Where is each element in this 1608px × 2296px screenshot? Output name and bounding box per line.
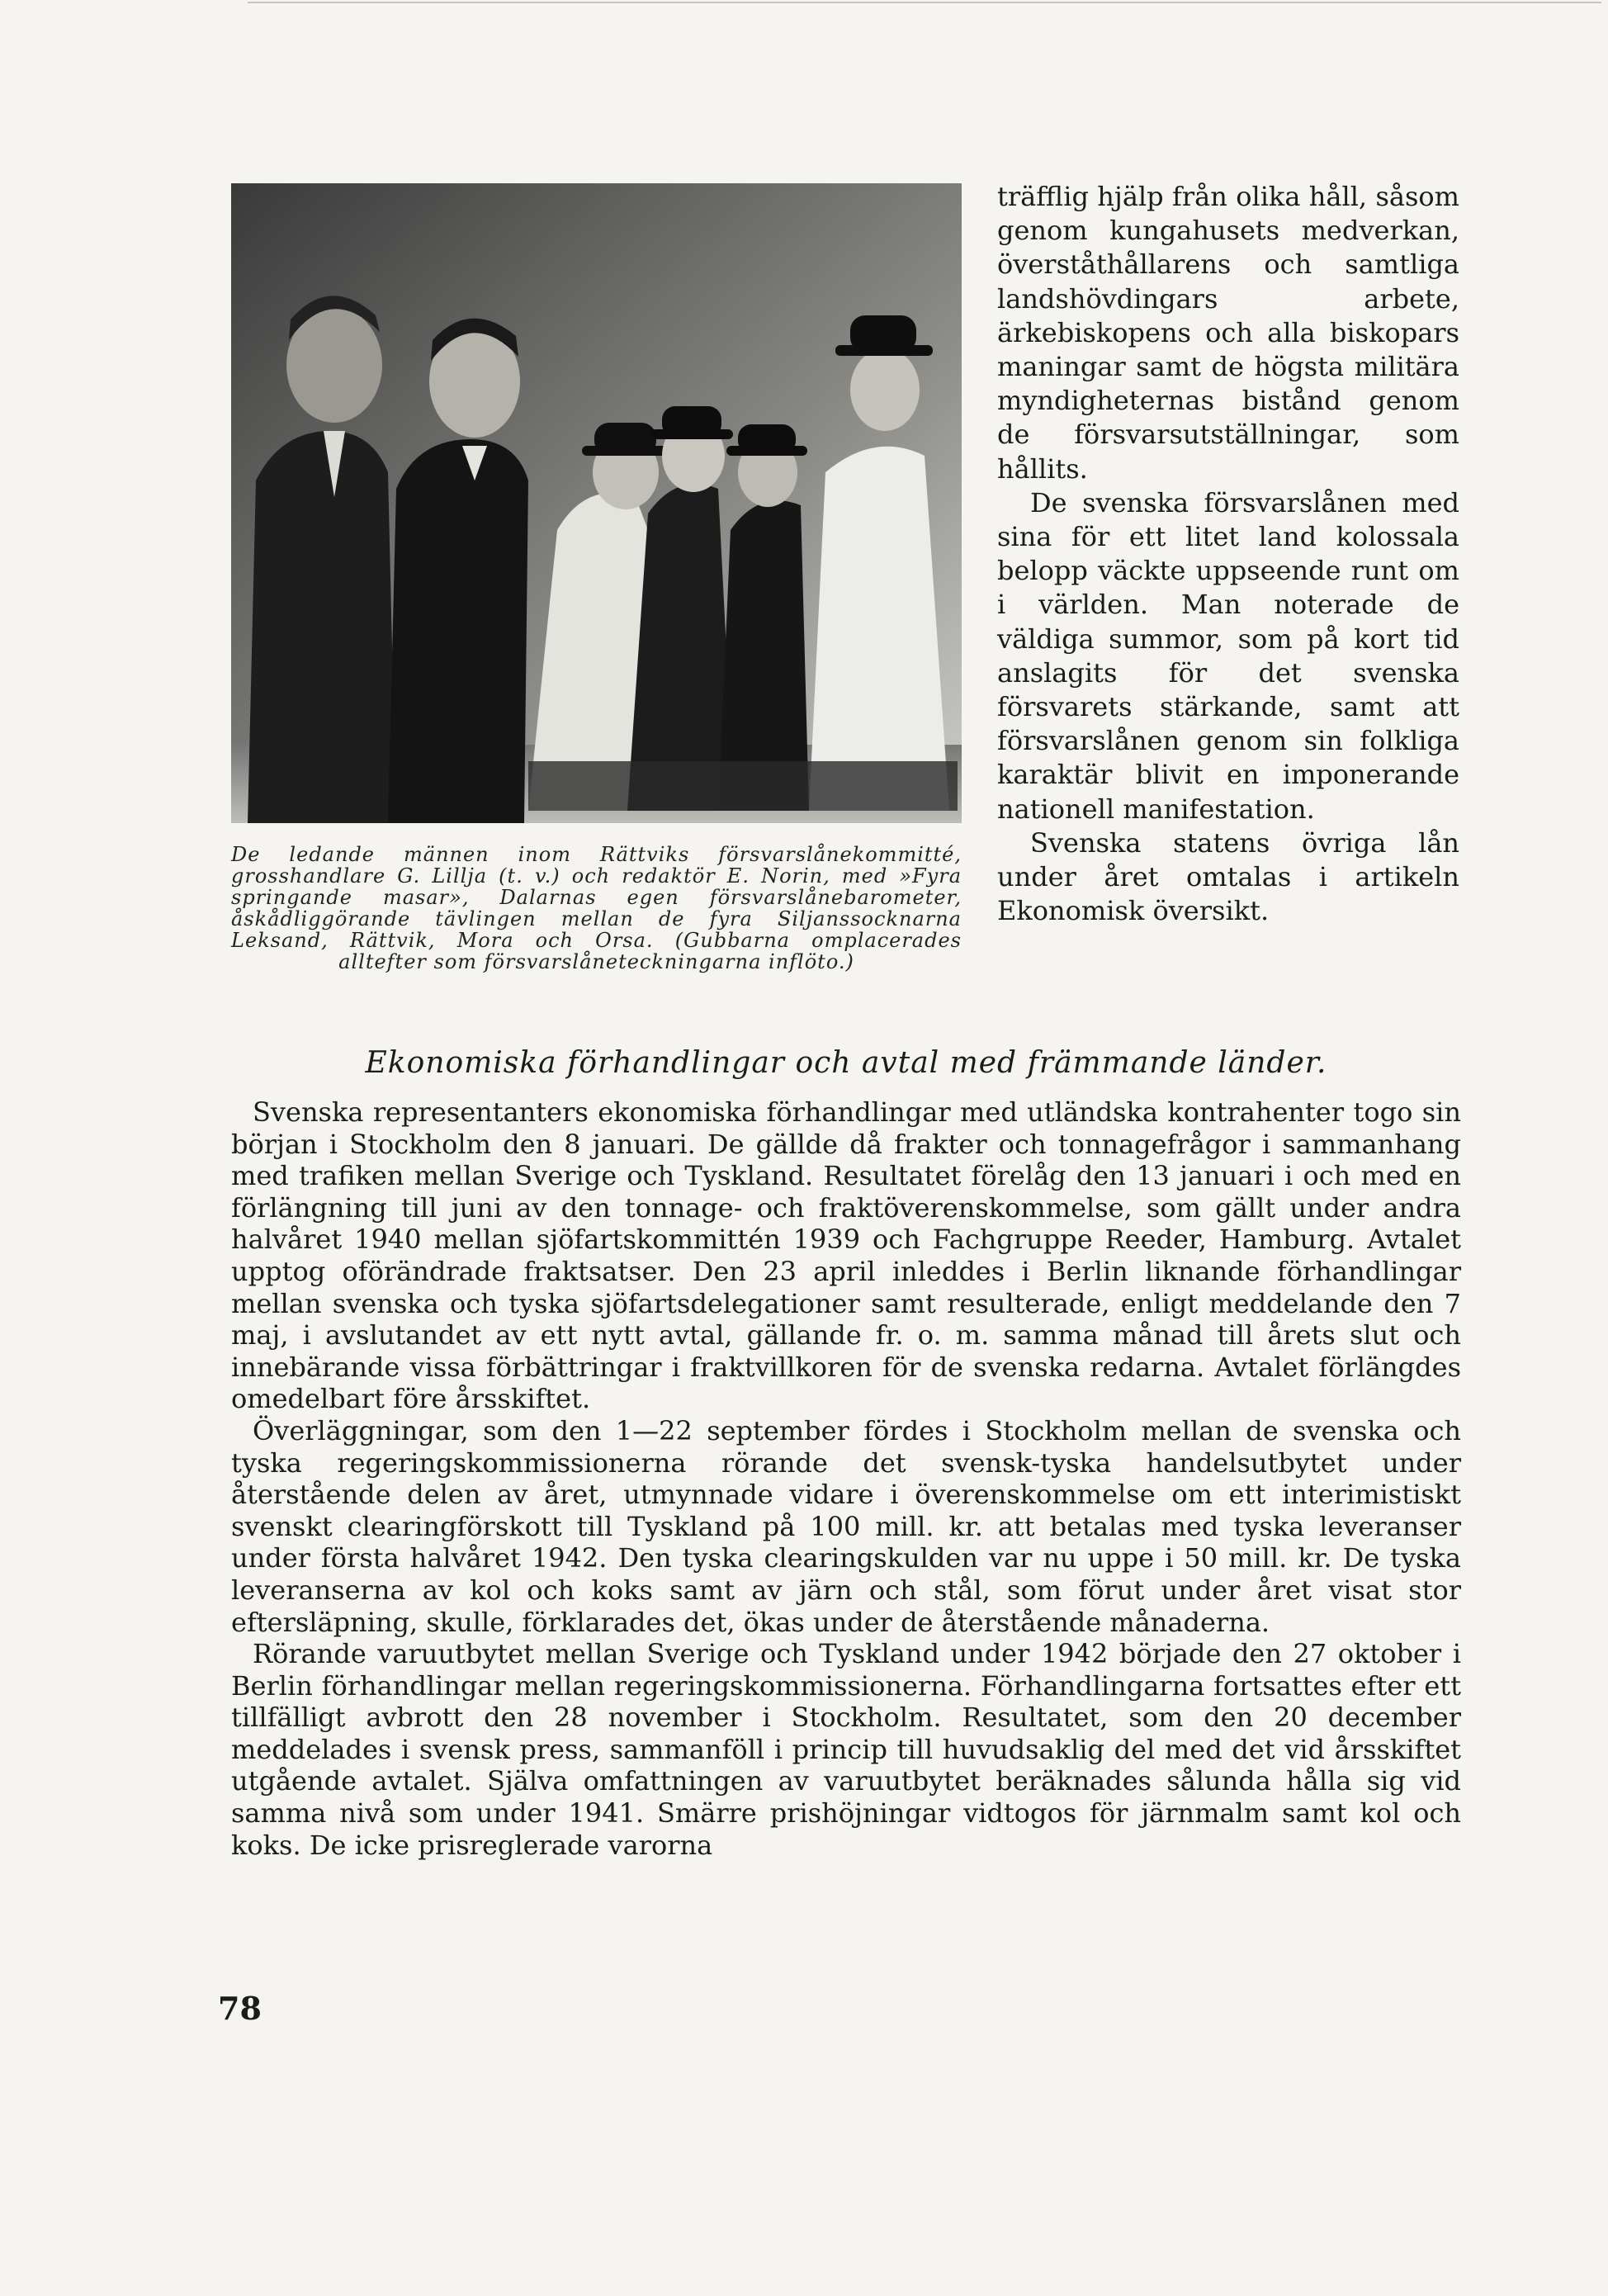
main-body-text [231,1096,1461,1861]
photograph-illustration [231,183,962,823]
photograph [231,183,962,823]
right-paragraph-1: träfflig hjälp från olika håll, såsom genom kungahusets medverkan, överståthållarens och samtliga landshövdingars arbete, ärkebiskopens och alla biskopars maningar samt de högsta militära myndigheternas bistånd genom de försvarsutställningar, som hållits. [997,181,1459,485]
section-heading: Ekonomiska förhandlingar och avtal med främmande länder. [365,1046,1327,1080]
right-paragraph-2: De svenska försvarslånen med sina för ett litet land kolossala belopp väckte uppseende runt om i världen. Man noterade de väldiga summor, som på kort tid anslagits för det svenska försvarets stärkande, samt att försvarslånen genom sin folkliga karaktär blivit en imponerande nationell manifestation. [997,486,1459,825]
body-paragraph-2: Överläggningar, som den 1—22 september fördes i Stockholm mellan de svenska och tyska regeringskommissionerna rörande det svensk-tyska handelsutbytet under återstående delen av året, utmynnade vidare i överenskommelse om ett interimistiskt svenskt clearingförskott till Tyskland på 100 mill. kr. att betalas med tyska leveranser under första halvåret 1942. Den tyska clearingskulden var nu uppe i 50 mill. kr. De tyska leveranserna av kol och koks samt av järn och stål, som förut under året visat stor eftersläpning, skulle, förklarades det, ökas under de återstående månaderna. [231,1414,1461,1638]
top-edge-rule [248,2,1601,3]
photo-caption: De ledande männen inom Rättviks försvarslånekommitté, grosshandlare G. Lillja (t. v.) och redaktör E. Norin, med »Fyra springande masar», Dalarnas egen försvarslånebarometer, åskådliggörande tävlingen mellan de fyra Siljanssocknarna Leksand, Rättvik, Mora och Orsa. (Gubbarna omplacerades alltefter som försvarslåneteckningarna inflöto.) [231,843,962,973]
body-paragraph-3: Rörande varuutbytet mellan Sverige och Tyskland under 1942 började den 27 oktober i Berlin förhandlingar mellan regeringskommissionerna. Förhandlingarna fortsattes efter ett tillfälligt avbrott den 28 november i Stockholm. Resultatet, som den 20 december meddelades i svensk press, sammanföll i princip till huvudsaklig del med det vid årsskiftet utgående avtalet. Själva omfattningen av varuutbytet beräknades sålunda hålla sig vid samma nivå som under 1941. Smärre prishöjningar vidtogos för järnmalm samt kol och koks. De icke prisreglerade varorna [231,1638,1461,1861]
right-paragraph-3: Svenska statens övriga lån under året omtalas i artikeln Ekonomisk översikt. [997,826,1459,927]
page-number: 78 [218,1990,262,2027]
right-column-text [997,180,1459,928]
body-paragraph-1: Svenska representanters ekonomiska förhandlingar med utländska kontrahenter togo sin början i Stockholm den 8 januari. De gällde då frakter och tonnagefrågor i sammanhang med trafiken mellan Sverige och Tyskland. Resultatet förelåg den 13 januari i och med en förlängning till juni av den tonnage- och fraktöverenskommelse, som gällt under andra halvåret 1940 mellan sjöfartskommittén 1939 och Fachgruppe Reeder, Hamburg. Avtalet upptog oförändrade fraktsatser. Den 23 april inleddes i Berlin liknande förhandlingar mellan svenska och tyska sjöfartsdelegationer samt resulterade, enligt meddelande den 7 maj, i avslutandet av ett nytt avtal, gällande fr. o. m. samma månad till årets slut och innebärande vissa förbättringar i fraktvillkoren för de svenska redarna. Avtalet förlängdes omedelbart före årsskiftet. [231,1096,1461,1415]
